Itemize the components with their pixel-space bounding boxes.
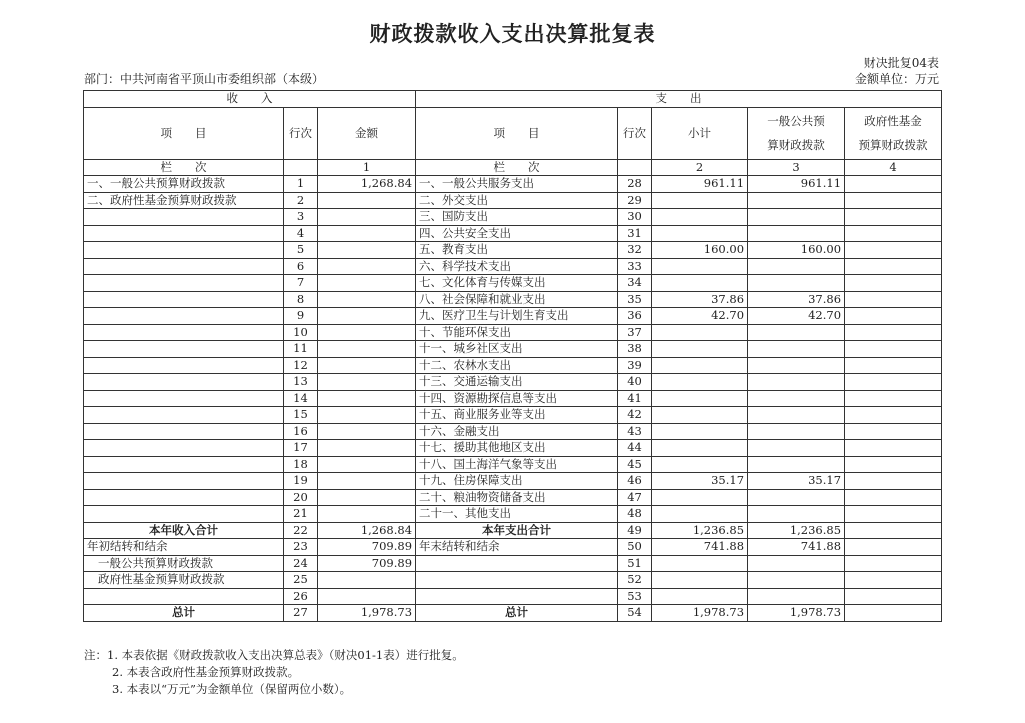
table-row (84, 308, 942, 325)
general-budget-header (748, 107, 845, 159)
general-budget-cell: 42.70 (748, 308, 845, 325)
general-budget-cell (748, 506, 845, 523)
gov-fund-cell (845, 390, 942, 407)
expense-item-header: 项 目 (416, 107, 618, 159)
expense-rowno-cell: 38 (618, 341, 652, 358)
income-item-cell: 二、政府性基金预算财政拨款 (84, 192, 284, 209)
income-rowno-cell: 18 (284, 456, 318, 473)
expense-subtotal-cell (652, 572, 748, 589)
table-row (84, 341, 942, 358)
expense-subtotal-cell: 37.86 (652, 291, 748, 308)
income-amount-cell (318, 440, 416, 457)
general-budget-cell (748, 407, 845, 424)
expense-item-cell: 四、公共安全支出 (416, 225, 618, 242)
expense-rowno-cell: 44 (618, 440, 652, 457)
income-amount-cell (318, 456, 416, 473)
table-row (84, 291, 942, 308)
table-row (84, 192, 942, 209)
gov-fund-cell (845, 522, 942, 539)
income-rowno-cell: 16 (284, 423, 318, 440)
carryover-row (84, 572, 942, 589)
general-budget-cell: 37.86 (748, 291, 845, 308)
income-rowno-cell: 2 (284, 192, 318, 209)
expense-header: 支 出 (416, 91, 942, 108)
income-rowno-cell: 20 (284, 489, 318, 506)
expense-rowno-cell: 37 (618, 324, 652, 341)
column-header-row (84, 107, 942, 159)
expense-subtotal-cell (652, 341, 748, 358)
expense-rowno-cell: 47 (618, 489, 652, 506)
expense-subtotal-cell: 1,978.73 (652, 605, 748, 622)
expense-rowno-cell: 53 (618, 588, 652, 605)
expense-subtotal-cell: 160.00 (652, 242, 748, 259)
income-item-cell (84, 473, 284, 490)
expense-rowno-cell: 39 (618, 357, 652, 374)
expense-rowno-cell: 30 (618, 209, 652, 226)
expense-item-cell: 十八、国土海洋气象等支出 (416, 456, 618, 473)
income-item-cell: 年初结转和结余 (84, 539, 284, 556)
income-amount-cell (318, 308, 416, 325)
general-budget-cell (748, 423, 845, 440)
income-item-cell (84, 456, 284, 473)
expense-rowno-cell: 50 (618, 539, 652, 556)
expense-subtotal-cell (652, 275, 748, 292)
expense-subtotal-cell: 1,236.85 (652, 522, 748, 539)
expense-item-cell: 十七、援助其他地区支出 (416, 440, 618, 457)
income-item-cell: 政府性基金预算财政拨款 (84, 572, 284, 589)
expense-subtotal-cell (652, 555, 748, 572)
table-row (84, 423, 942, 440)
income-item-cell: 一、一般公共预算财政拨款 (84, 176, 284, 193)
expense-item-cell: 二、外交支出 (416, 192, 618, 209)
gov-fund-cell (845, 506, 942, 523)
grand-total-row (84, 605, 942, 622)
income-amount-cell (318, 374, 416, 391)
expense-subtotal-cell (652, 489, 748, 506)
expense-item-cell (416, 555, 618, 572)
income-rowno-cell: 14 (284, 390, 318, 407)
expense-rowno-blank (618, 159, 652, 176)
table-row (84, 440, 942, 457)
general-budget-cell (748, 258, 845, 275)
expense-subtotal-cell (652, 456, 748, 473)
table-row (84, 489, 942, 506)
income-amount-header: 金额 (318, 107, 416, 159)
table-row (84, 374, 942, 391)
page-title: 财政拨款收入支出决算批复表 (369, 22, 656, 46)
table-row (84, 407, 942, 424)
gov-fund-cell (845, 291, 942, 308)
carryover-row (84, 555, 942, 572)
income-amount-cell (318, 258, 416, 275)
gov-fund-cell (845, 572, 942, 589)
gov-fund-cell (845, 357, 942, 374)
general-budget-cell (748, 275, 845, 292)
subtotal-header: 小计 (652, 107, 748, 159)
gov-fund-header-line1: 政府性基金 (864, 114, 922, 128)
income-rowno-cell: 27 (284, 605, 318, 622)
gov-fund-cell (845, 308, 942, 325)
income-item-cell (84, 291, 284, 308)
income-amount-cell (318, 225, 416, 242)
expense-item-cell: 九、医疗卫生与计划生育支出 (416, 308, 618, 325)
income-item-cell (84, 407, 284, 424)
gov-fund-cell (845, 555, 942, 572)
income-rowno-cell: 12 (284, 357, 318, 374)
general-budget-cell (748, 572, 845, 589)
gov-fund-cell (845, 456, 942, 473)
general-budget-cell (748, 374, 845, 391)
expense-item-cell: 本年支出合计 (416, 522, 618, 539)
income-item-cell (84, 341, 284, 358)
expense-subtotal-cell (652, 324, 748, 341)
col-index-4: 4 (845, 159, 942, 176)
general-budget-cell (748, 555, 845, 572)
income-rowno-cell: 21 (284, 506, 318, 523)
general-budget-cell: 1,236.85 (748, 522, 845, 539)
general-budget-header-line2: 算财政拨款 (767, 138, 825, 152)
gov-fund-cell (845, 605, 942, 622)
general-budget-cell (748, 390, 845, 407)
income-item-cell: 总计 (84, 605, 284, 622)
expense-item-cell: 十一、城乡社区支出 (416, 341, 618, 358)
table-row (84, 506, 942, 523)
expense-subtotal-cell (652, 588, 748, 605)
income-rowno-cell: 6 (284, 258, 318, 275)
col-index-3: 3 (748, 159, 845, 176)
carryover-row (84, 588, 942, 605)
expense-item-cell: 三、国防支出 (416, 209, 618, 226)
general-budget-cell (748, 209, 845, 226)
income-item-cell (84, 588, 284, 605)
expense-item-cell: 十六、金融支出 (416, 423, 618, 440)
expense-item-cell: 十二、农林水支出 (416, 357, 618, 374)
expense-item-cell: 七、文化体育与传媒支出 (416, 275, 618, 292)
expense-item-cell: 十四、资源勘探信息等支出 (416, 390, 618, 407)
income-rowno-cell: 23 (284, 539, 318, 556)
income-amount-cell (318, 473, 416, 490)
gov-fund-cell (845, 242, 942, 259)
gov-fund-cell (845, 473, 942, 490)
income-rowno-cell: 24 (284, 555, 318, 572)
expense-rowno-cell: 41 (618, 390, 652, 407)
expense-subtotal-cell (652, 506, 748, 523)
income-rowno-cell: 8 (284, 291, 318, 308)
income-amount-cell (318, 275, 416, 292)
general-budget-cell: 961.11 (748, 176, 845, 193)
expense-rowno-cell: 31 (618, 225, 652, 242)
expense-rowno-cell: 42 (618, 407, 652, 424)
table-row (84, 390, 942, 407)
income-rowno-cell: 1 (284, 176, 318, 193)
expense-item-cell: 十三、交通运输支出 (416, 374, 618, 391)
expense-rowno-cell: 32 (618, 242, 652, 259)
income-amount-cell (318, 572, 416, 589)
department-label: 部门：中共河南省平顶山市委组织部（本级） (84, 72, 325, 86)
income-item-cell (84, 440, 284, 457)
income-item-cell (84, 275, 284, 292)
gov-fund-cell (845, 258, 942, 275)
income-item-cell: 一般公共预算财政拨款 (84, 555, 284, 572)
income-amount-cell (318, 506, 416, 523)
income-item-cell (84, 258, 284, 275)
gov-fund-header (845, 107, 942, 159)
table-row (84, 456, 942, 473)
income-amount-cell (318, 390, 416, 407)
income-amount-cell (318, 341, 416, 358)
income-rowno-cell: 19 (284, 473, 318, 490)
income-item-cell (84, 308, 284, 325)
income-amount-cell (318, 423, 416, 440)
expense-subtotal-cell (652, 258, 748, 275)
gov-fund-cell (845, 489, 942, 506)
general-budget-cell (748, 456, 845, 473)
income-item-cell (84, 242, 284, 259)
expense-rowno-cell: 36 (618, 308, 652, 325)
footnotes (84, 647, 464, 698)
table-row (84, 473, 942, 490)
income-amount-cell: 709.89 (318, 555, 416, 572)
gov-fund-cell (845, 209, 942, 226)
table-row (84, 242, 942, 259)
general-budget-cell (748, 357, 845, 374)
income-rowno-cell: 22 (284, 522, 318, 539)
income-amount-cell (318, 588, 416, 605)
income-expense-table (83, 90, 942, 622)
income-amount-cell (318, 407, 416, 424)
general-budget-cell (748, 588, 845, 605)
expense-rowno-cell: 46 (618, 473, 652, 490)
general-budget-header-line1: 一般公共预 (767, 114, 825, 128)
table-row (84, 275, 942, 292)
income-item-cell (84, 390, 284, 407)
general-budget-cell: 1,978.73 (748, 605, 845, 622)
general-budget-cell: 35.17 (748, 473, 845, 490)
expense-item-cell: 十五、商业服务业等支出 (416, 407, 618, 424)
expense-item-cell: 十九、住房保障支出 (416, 473, 618, 490)
expense-rowno-cell: 29 (618, 192, 652, 209)
expense-rowno-cell: 34 (618, 275, 652, 292)
expense-rowno-cell: 51 (618, 555, 652, 572)
expense-subtotal-cell: 42.70 (652, 308, 748, 325)
gov-fund-cell (845, 423, 942, 440)
general-budget-cell (748, 489, 845, 506)
income-rowno-cell: 10 (284, 324, 318, 341)
general-budget-cell: 160.00 (748, 242, 845, 259)
expense-item-cell: 一、一般公共服务支出 (416, 176, 618, 193)
expense-rowno-header: 行次 (618, 107, 652, 159)
income-item-cell (84, 357, 284, 374)
expense-subtotal-cell (652, 225, 748, 242)
gov-fund-cell (845, 341, 942, 358)
income-amount-cell (318, 489, 416, 506)
income-item-cell (84, 489, 284, 506)
income-rowno-cell: 5 (284, 242, 318, 259)
income-rowno-cell: 11 (284, 341, 318, 358)
gov-fund-cell (845, 176, 942, 193)
expense-item-cell: 二十一、其他支出 (416, 506, 618, 523)
income-amount-cell (318, 291, 416, 308)
expense-item-cell (416, 572, 618, 589)
expense-subtotal-cell (652, 440, 748, 457)
income-rowno-cell: 15 (284, 407, 318, 424)
table-row (84, 258, 942, 275)
gov-fund-cell (845, 374, 942, 391)
expense-item-cell (416, 588, 618, 605)
footnote-3: 3. 本表以“万元”为金额单位（保留两位小数）。 (112, 682, 352, 696)
general-budget-cell (748, 192, 845, 209)
column-index-row (84, 159, 942, 176)
income-item-cell (84, 423, 284, 440)
expense-rowno-cell: 45 (618, 456, 652, 473)
income-rowno-cell: 17 (284, 440, 318, 457)
income-rowno-header: 行次 (284, 107, 318, 159)
section-header-row (84, 91, 942, 108)
income-rowno-cell: 4 (284, 225, 318, 242)
expense-subtotal-cell (652, 374, 748, 391)
table-row (84, 225, 942, 242)
expense-item-cell: 十、节能环保支出 (416, 324, 618, 341)
general-budget-cell (748, 225, 845, 242)
income-item-cell (84, 374, 284, 391)
expense-rowno-cell: 40 (618, 374, 652, 391)
gov-fund-cell (845, 324, 942, 341)
income-amount-cell: 1,268.84 (318, 522, 416, 539)
gov-fund-cell (845, 225, 942, 242)
income-amount-cell (318, 357, 416, 374)
income-amount-cell (318, 192, 416, 209)
expense-subtotal-cell: 35.17 (652, 473, 748, 490)
income-col-label: 栏 次 (84, 159, 284, 176)
expense-item-cell: 八、社会保障和就业支出 (416, 291, 618, 308)
income-rowno-cell: 26 (284, 588, 318, 605)
expense-item-cell: 五、教育支出 (416, 242, 618, 259)
table-row (84, 357, 942, 374)
expense-rowno-cell: 52 (618, 572, 652, 589)
year-total-row (84, 522, 942, 539)
gov-fund-cell (845, 440, 942, 457)
general-budget-cell: 741.88 (748, 539, 845, 556)
expense-subtotal-cell: 961.11 (652, 176, 748, 193)
gov-fund-cell (845, 588, 942, 605)
gov-fund-cell (845, 275, 942, 292)
expense-rowno-cell: 48 (618, 506, 652, 523)
expense-col-label: 栏 次 (416, 159, 618, 176)
income-item-cell (84, 506, 284, 523)
col-index-1: 1 (318, 159, 416, 176)
expense-item-cell: 总计 (416, 605, 618, 622)
carryover-row (84, 539, 942, 556)
expense-rowno-cell: 35 (618, 291, 652, 308)
general-budget-cell (748, 440, 845, 457)
income-rowno-cell: 25 (284, 572, 318, 589)
gov-fund-cell (845, 407, 942, 424)
expense-item-cell: 年末结转和结余 (416, 539, 618, 556)
income-rowno-cell: 9 (284, 308, 318, 325)
income-item-header: 项 目 (84, 107, 284, 159)
unit-label: 金额单位：万元 (854, 72, 939, 86)
expense-rowno-cell: 43 (618, 423, 652, 440)
expense-rowno-cell: 28 (618, 176, 652, 193)
expense-subtotal-cell (652, 192, 748, 209)
expense-item-cell: 六、科学技术支出 (416, 258, 618, 275)
income-amount-cell: 1,978.73 (318, 605, 416, 622)
general-budget-cell (748, 324, 845, 341)
footnote-2: 2. 本表含政府性基金预算财政拨款。 (112, 665, 300, 679)
table-row (84, 324, 942, 341)
expense-subtotal-cell: 741.88 (652, 539, 748, 556)
income-rowno-cell: 7 (284, 275, 318, 292)
income-amount-cell (318, 324, 416, 341)
income-rowno-blank (284, 159, 318, 176)
gov-fund-cell (845, 192, 942, 209)
form-code: 财决批复04表 (863, 56, 939, 70)
expense-rowno-cell: 49 (618, 522, 652, 539)
expense-item-cell: 二十、粮油物资储备支出 (416, 489, 618, 506)
expense-subtotal-cell (652, 423, 748, 440)
income-amount-cell: 709.89 (318, 539, 416, 556)
gov-fund-header-line2: 预算财政拨款 (858, 138, 928, 152)
expense-rowno-cell: 33 (618, 258, 652, 275)
income-rowno-cell: 13 (284, 374, 318, 391)
expense-subtotal-cell (652, 407, 748, 424)
income-item-cell (84, 324, 284, 341)
income-item-cell: 本年收入合计 (84, 522, 284, 539)
table-row (84, 209, 942, 226)
income-header: 收 入 (84, 91, 416, 108)
gov-fund-cell (845, 539, 942, 556)
income-rowno-cell: 3 (284, 209, 318, 226)
expense-rowno-cell: 54 (618, 605, 652, 622)
expense-subtotal-cell (652, 209, 748, 226)
income-amount-cell: 1,268.84 (318, 176, 416, 193)
expense-subtotal-cell (652, 390, 748, 407)
footnote-1: 注：1. 本表依据《财政拨款收入支出决算总表》（财决01-1表）进行批复。 (84, 648, 464, 662)
general-budget-cell (748, 341, 845, 358)
col-index-2: 2 (652, 159, 748, 176)
income-amount-cell (318, 242, 416, 259)
expense-subtotal-cell (652, 357, 748, 374)
income-amount-cell (318, 209, 416, 226)
income-item-cell (84, 225, 284, 242)
table-row (84, 176, 942, 193)
income-item-cell (84, 209, 284, 226)
